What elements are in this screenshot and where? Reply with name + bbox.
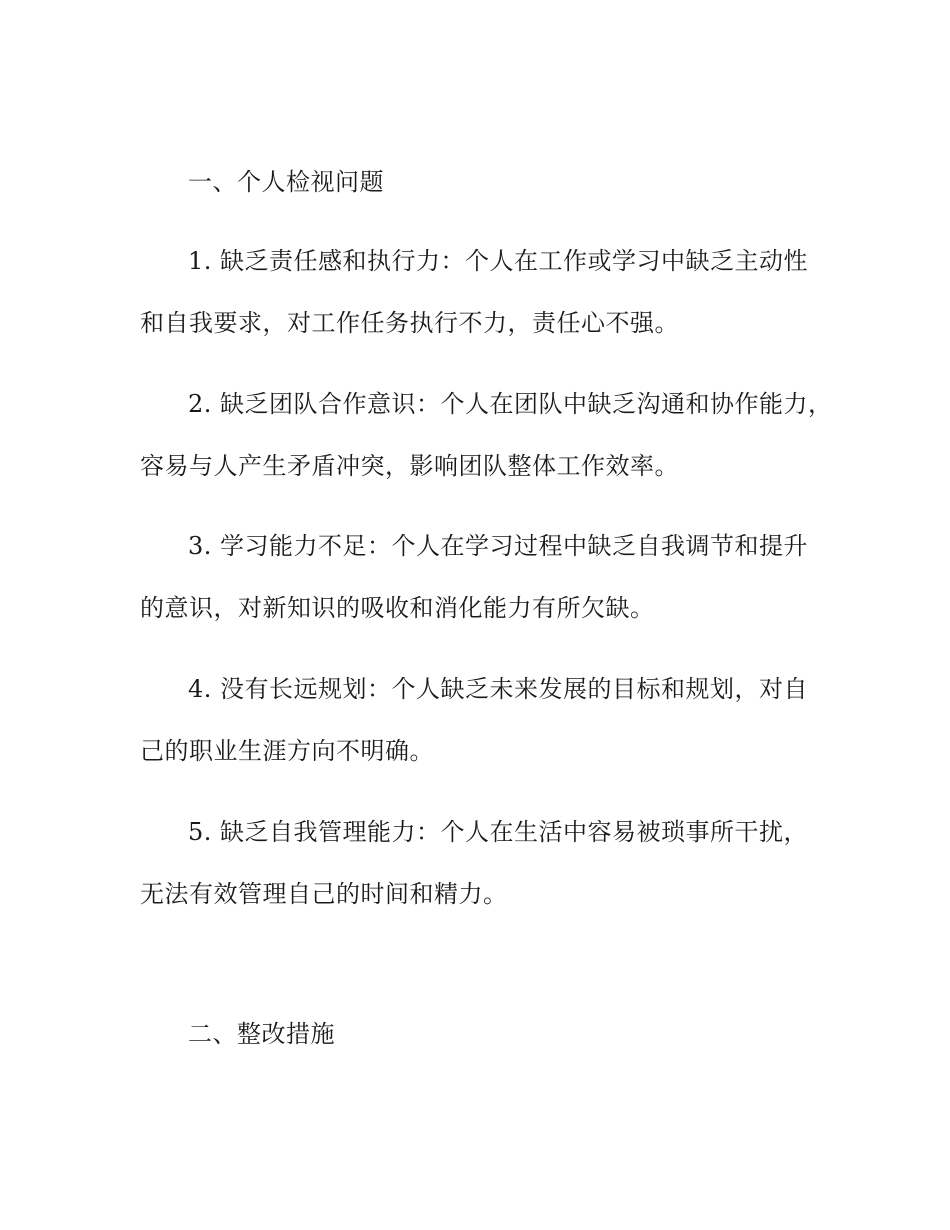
paragraph-4-line-1: 4. 没有长远规划：个人缺乏未来发展的目标和规划，对自 bbox=[188, 675, 809, 703]
paragraph-4-line-2: 己的职业生涯方向不明确。 bbox=[140, 737, 434, 765]
paragraph-3-line-2: 的意识，对新知识的吸收和消化能力有所欠缺。 bbox=[140, 594, 655, 622]
paragraph-5-line-1: 5. 缺乏自我管理能力：个人在生活中容易被琐事所干扰， bbox=[188, 818, 809, 846]
paragraph-2-line-2: 容易与人产生矛盾冲突，影响团队整体工作效率。 bbox=[140, 452, 679, 480]
section-heading-1: 一、个人检视问题 bbox=[188, 168, 384, 196]
paragraph-5-line-2: 无法有效管理自己的时间和精力。 bbox=[140, 880, 508, 908]
section-heading-2: 二、整改措施 bbox=[188, 1020, 335, 1048]
paragraph-1-line-1: 1. 缺乏责任感和执行力：个人在工作或学习中缺乏主动性 bbox=[188, 247, 809, 275]
paragraph-3-line-1: 3. 学习能力不足：个人在学习过程中缺乏自我调节和提升 bbox=[188, 532, 809, 560]
paragraph-2-line-1: 2. 缺乏团队合作意识：个人在团队中缺乏沟通和协作能力， bbox=[188, 390, 833, 418]
paragraph-1-line-2: 和自我要求，对工作任务执行不力，责任心不强。 bbox=[140, 309, 679, 337]
